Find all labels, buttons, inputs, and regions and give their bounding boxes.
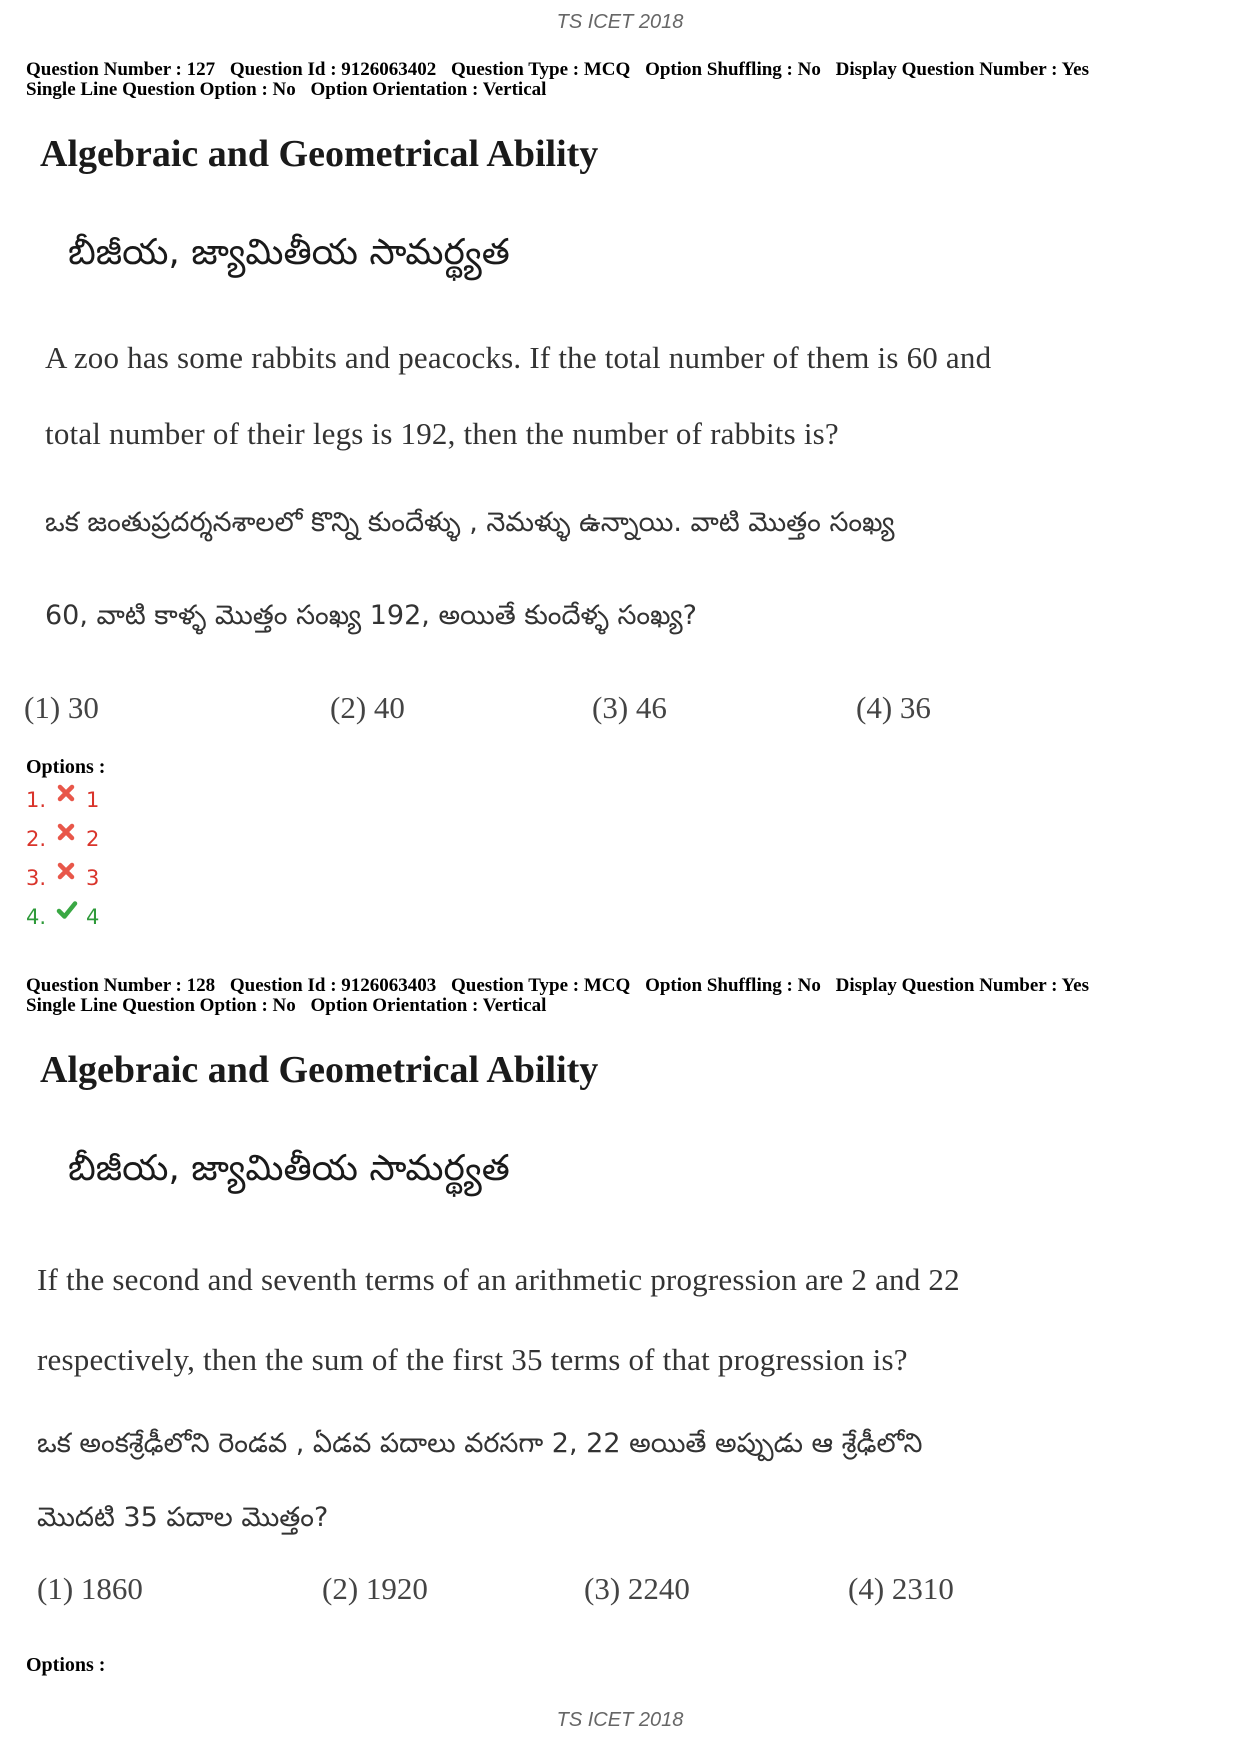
section-title: Algebraic and Geometrical Ability [40, 133, 599, 175]
question-text-line: A zoo has some rabbits and peacocks. If the total number of them is 60 and [45, 340, 992, 375]
option-value: 2 [86, 827, 100, 851]
question-meta [26, 976, 1226, 996]
answer-choice: (2) 40 [330, 690, 405, 725]
page-header: TS ICET 2018 [556, 11, 684, 33]
display-question-number: Display Question Number : Yes [835, 59, 1089, 80]
option-shuffling: Option Shuffling : No [645, 975, 821, 996]
options-label: Options : [26, 1654, 106, 1676]
check-icon [56, 900, 78, 922]
section-title-telugu: బీజీయ, జ్యామితీయ సామర్థ్యత [68, 1148, 510, 1189]
cross-icon [56, 783, 78, 805]
option-number: 4. [26, 905, 47, 929]
option-orientation: Option Orientation : Vertical [310, 79, 547, 100]
section-title: Algebraic and Geometrical Ability [40, 1049, 599, 1091]
option-row [26, 788, 99, 812]
options-label: Options : [26, 756, 106, 778]
question-text-line: respectively, then the sum of the first 35 terms of that progression is? [37, 1342, 908, 1377]
question-meta-line2 [26, 80, 1226, 100]
option-number: 2. [26, 827, 47, 851]
option-row [26, 866, 99, 890]
question-type: Question Type : MCQ [451, 59, 631, 80]
question-text-telugu-line: ఒక అంకశ్రేఢీలోని రెండవ , ఏడవ పదాలు వరసగా 2, 22 అయితే అప్పుడు ఆ శ్రేఢీలోని [37, 1428, 923, 1459]
answer-choice: (1) 1860 [37, 1571, 143, 1606]
single-line-option: Single Line Question Option : No [26, 79, 296, 100]
answer-choice: (4) 36 [856, 690, 931, 725]
display-question-number: Display Question Number : Yes [835, 975, 1089, 996]
question-meta-line2 [26, 996, 1226, 1016]
option-number: 3. [26, 866, 47, 890]
answer-choice: (2) 1920 [322, 1571, 428, 1606]
answer-choice: (3) 46 [592, 690, 667, 725]
answer-choice: (3) 2240 [584, 1571, 690, 1606]
question-meta [26, 60, 1226, 80]
option-orientation: Option Orientation : Vertical [310, 995, 547, 1016]
question-id: Question Id : 9126063402 [229, 59, 437, 80]
question-type: Question Type : MCQ [451, 975, 631, 996]
answer-choice: (4) 2310 [848, 1571, 954, 1606]
option-row [26, 827, 99, 851]
question-number: Question Number : 128 [26, 975, 216, 996]
question-number: Question Number : 127 [26, 59, 216, 80]
page-footer: TS ICET 2018 [556, 1709, 684, 1731]
option-shuffling: Option Shuffling : No [645, 59, 821, 80]
question-text-telugu-line: 60, వాటి కాళ్ళ మొత్తం సంఖ్య 192, అయితే కుందేళ్ళ సంఖ్య? [45, 600, 697, 631]
question-text-line: total number of their legs is 192, then the number of rabbits is? [45, 416, 839, 451]
option-value: 4 [86, 905, 100, 929]
cross-icon [56, 861, 78, 883]
cross-icon [56, 822, 78, 844]
option-number: 1. [26, 788, 47, 812]
option-value: 3 [86, 866, 100, 890]
answer-choice: (1) 30 [24, 690, 99, 725]
single-line-option: Single Line Question Option : No [26, 995, 296, 1016]
question-text-telugu-line: మొదటి 35 పదాల మొత్తం? [37, 1502, 329, 1533]
question-text-line: If the second and seventh terms of an arithmetic progression are 2 and 22 [37, 1262, 960, 1297]
option-value: 1 [86, 788, 100, 812]
option-row [26, 905, 99, 929]
question-text-telugu-line: ఒక జంతుప్రదర్శనశాలలో కొన్ని కుందేళ్ళు , నెమళ్ళు ఉన్నాయి. వాటి మొత్తం సంఖ్య [45, 507, 895, 538]
question-id: Question Id : 9126063403 [229, 975, 437, 996]
section-title-telugu: బీజీయ, జ్యామితీయ సామర్థ్యత [68, 232, 510, 273]
